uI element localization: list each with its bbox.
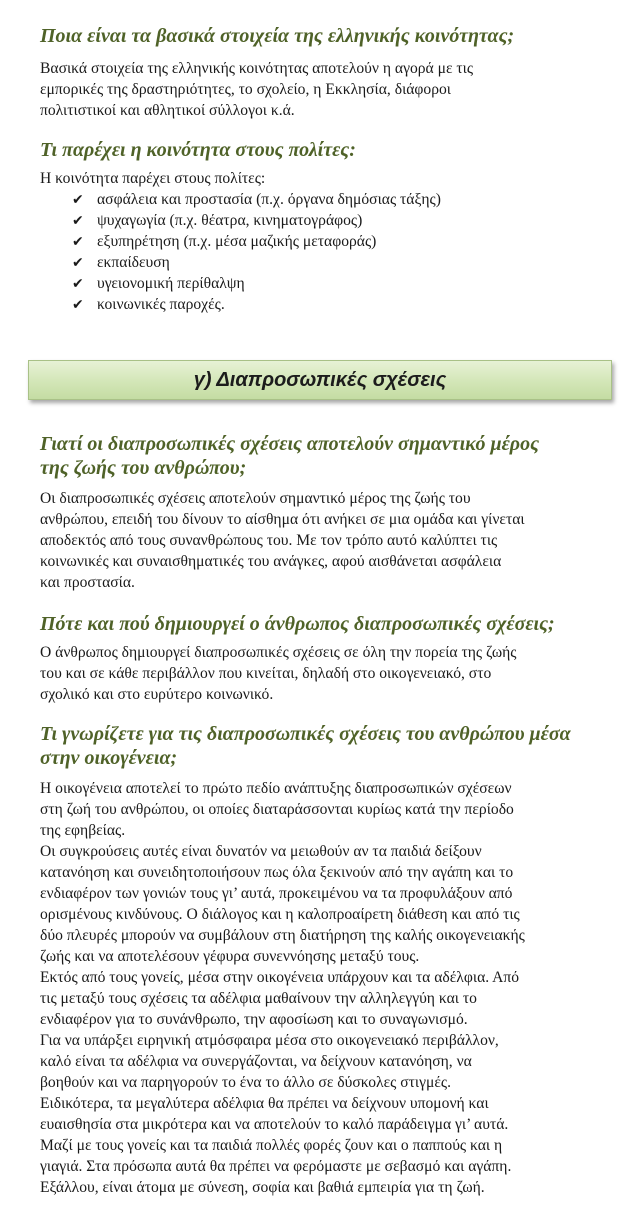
list-item-text: ασφάλεια και προστασία (π.χ. όργανα δημόσιας τάξης) [97, 191, 441, 208]
question-line: Τι γνωρίζετε για τις διαπροσωπικές σχέσεις του ανθρώπου μέσα [40, 723, 571, 745]
text-line: καλό είναι τα αδέλφια να συνεργάζονται, να δείχνουν κατανόηση, να [40, 1053, 472, 1070]
question-community-elements: Ποια είναι τα βασικά στοιχεία της ελληνικής κοινότητας; [40, 25, 515, 47]
text-line: τις μεταξύ τους σχέσεις τα αδέλφια μαθαίνουν την αλληλεγγύη και το [40, 990, 477, 1007]
text-line: ορισμένους κινδύνους. Ο διάλογος και η καλοπροαίρετη διάθεση και από τις [40, 906, 520, 923]
question-when-where: Πότε και πού δημιουργεί ο άνθρωπος διαπροσωπικές σχέσεις; [40, 613, 555, 635]
checkmark-icon: ✔ [72, 192, 84, 208]
answer-why-important [40, 488, 612, 593]
text-line: αποδεκτός από τους συνανθρώπους του. Με τον τρόπο αυτό καλύπτει τις [40, 532, 498, 549]
text-line: Οι διαπροσωπικές σχέσεις αποτελούν σημαντικό μέρος της ζωής του [40, 490, 471, 507]
text-line: Εκτός από τους γονείς, μέσα στην οικογένεια υπάρχουν και τα αδέλφια. Από [40, 969, 520, 986]
question-why-important [40, 432, 610, 480]
question-line: της ζωής του ανθρώπου; [40, 457, 247, 479]
text-line: πολιτιστικοί και αθλητικοί σύλλογοι κ.ά. [40, 102, 295, 119]
list-item [72, 189, 441, 210]
text-line: Η οικογένεια αποτελεί το πρώτο πεδίο ανάπτυξης διαπροσωπικών σχέσεων [40, 780, 512, 797]
text-line: Ειδικότερα, τα μεγαλύτερα αδέλφια θα πρέπει να δείχνουν υπομονή και [40, 1095, 489, 1112]
list-item-text: εξυπηρέτηση (π.χ. μέσα μαζικής μεταφοράς) [97, 233, 377, 250]
text-line: Ο άνθρωπος δημιουργεί διαπροσωπικές σχέσεις σε όλη την πορεία της ζωής [40, 644, 517, 661]
text-line: γιαγιά. Στα πρόσωπα αυτά θα πρέπει να φερόμαστε με σεβασμό και αγάπη. [40, 1158, 512, 1175]
text-line: στη ζωή του ανθρώπου, οι οποίες διαταράσσονται κυρίως κατά την περίοδο [40, 801, 514, 818]
text-line: εμπορικές της δραστηριότητες, το σχολείο, η Εκκλησία, διάφοροι [40, 81, 452, 98]
text-line: Βασικά στοιχεία της ελληνικής κοινότητας αποτελούν η αγορά με τις [40, 60, 474, 77]
list-item [72, 273, 441, 294]
question-line: στην οικογένεια; [40, 747, 178, 769]
text-line: Για να υπάρξει ειρηνική ατμόσφαιρα μέσα στο οικογενειακό περιβάλλον, [40, 1032, 499, 1049]
lead-community-provides: Η κοινότητα παρέχει στους πολίτες: [40, 170, 266, 187]
list-item-text: υγειονομική περίθαλψη [97, 275, 245, 292]
text-line: σχολικό και στο ευρύτερο κοινωνικό. [40, 686, 274, 703]
text-line: ευαισθησία στα μικρότερα και να αποτελούν το καλό παράδειγμα γι’ αυτά. [40, 1116, 509, 1133]
list-item-text: κοινωνικές παροχές. [97, 296, 225, 313]
checklist [72, 189, 441, 315]
text-line: του και σε κάθε περιβάλλον που κινείται, δηλαδή στο οικογενειακό, στο [40, 665, 492, 682]
checkmark-icon: ✔ [72, 255, 84, 271]
checkmark-icon: ✔ [72, 276, 84, 292]
text-line: Εξάλλου, είναι άτομα με σύνεση, σοφία και βαθιά εμπειρία για τη ζωή. [40, 1179, 485, 1196]
answer-family [40, 778, 612, 1198]
list-item-text: εκπαίδευση [97, 254, 170, 271]
question-line: Γιατί οι διαπροσωπικές σχέσεις αποτελούν σημαντικό μέρος [40, 433, 539, 455]
text-line: ανθρώπου, επειδή του δίνουν το αίσθημα ότι ανήκει σε μια ομάδα και γίνεται [40, 511, 525, 528]
section-banner [28, 360, 612, 400]
answer-when-where [40, 642, 612, 705]
list-item [72, 210, 441, 231]
text-line: κατανόηση και συνειδητοποιήσουν πως όλα ξεκινούν από την αγάπη και το [40, 864, 514, 881]
list-item-text: ψυχαγωγία (π.χ. θέατρα, κινηματογράφος) [97, 212, 363, 229]
banner-title: γ) Διαπροσωπικές σχέσεις [193, 368, 447, 391]
list-item [72, 231, 441, 252]
question-community-provides: Τι παρέχει η κοινότητα στους πολίτες: [40, 139, 356, 161]
answer-community-elements [40, 58, 612, 121]
text-line: δύο πλευρές μπορούν να συμβάλουν στη διατήρηση της καλής οικογενειακής [40, 927, 525, 944]
text-line: ενδιαφέρον των γονιών τους γι’ αυτά, προκειμένου να τα προφυλάξουν από [40, 885, 513, 902]
checkmark-icon: ✔ [72, 297, 84, 313]
list-item [72, 252, 441, 273]
checkmark-icon: ✔ [72, 234, 84, 250]
text-line: και προστασία. [40, 574, 135, 591]
text-line: κοινωνικές και συναισθηματικές του ανάγκες, αφού αισθάνεται ασφάλεια [40, 553, 502, 570]
text-line: βοηθούν και να παρηγορούν το ένα το άλλο σε δύσκολες στιγμές. [40, 1074, 451, 1091]
text-line: Οι συγκρούσεις αυτές είναι δυνατόν να μειωθούν αν τα παιδιά δείξουν [40, 843, 482, 860]
checkmark-icon: ✔ [72, 213, 84, 229]
list-item [72, 294, 441, 315]
text-line: Μαζί με τους γονείς και τα παιδιά πολλές φορές ζουν και ο παππούς και η [40, 1137, 503, 1154]
text-line: ενδιαφέρον για το συνάνθρωπο, την αφοσίωση και το συναγωνισμό. [40, 1011, 468, 1028]
question-family [40, 722, 610, 770]
text-line: ζωής και να αποτελέσουν γέφυρα συνεννόησης μεταξύ τους. [40, 948, 420, 965]
text-line: της εφηβείας. [40, 822, 126, 839]
